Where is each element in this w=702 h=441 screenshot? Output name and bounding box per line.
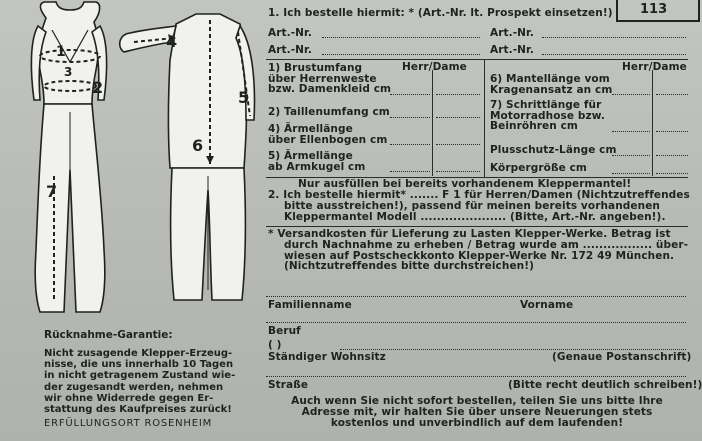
article-label: Art.-Nr. [490, 27, 534, 39]
plus-fours-herr-field[interactable] [612, 155, 650, 156]
article-field[interactable] [322, 54, 480, 55]
column-divider [432, 70, 433, 176]
footer-line: kostenlos und unverbindlich auf dem laufenden! [330, 417, 624, 429]
measure-plus-fours: Plusschutz-Länge cm [490, 144, 617, 156]
sleeve-shoulder-herr-field[interactable] [390, 171, 430, 172]
height-dame-field[interactable] [656, 173, 688, 174]
footer-line: Adresse mit, wir halten Sie über unsere Neuerungen stets [301, 406, 653, 418]
figure-number-5: 5 [238, 88, 250, 107]
column-divider [652, 70, 653, 176]
sleeve-elbow-dame-field[interactable] [436, 144, 480, 145]
measure-chest [268, 63, 391, 95]
family-name-label: Familienname [268, 299, 352, 311]
measurement-figures [0, 0, 260, 330]
profession-label: Beruf [268, 325, 301, 337]
existing-coat-line: Kleppermantel Modell ..................... (Bitte, Art.-Nr. angeben!). [284, 210, 666, 223]
existing-coat-line: bitte ausstreichen!), passend für meinen bereits vorhandenen [284, 199, 661, 212]
existing-coat-line: 2. Ich bestelle hiermit* ....... F 1 für Herren/Damen (Nichtzutreffendes [268, 189, 690, 201]
figure-number-2: 2 [92, 78, 104, 97]
figure-number-3: 3 [64, 65, 73, 79]
measure-coat-length [490, 74, 612, 95]
existing-coat-heading: Nur ausfüllen bei bereits vorhandenem Kleppermantel! [298, 178, 632, 190]
plus-fours-dame-field[interactable] [656, 155, 688, 156]
street-field[interactable] [266, 376, 686, 377]
sleeve-shoulder-dame-field[interactable] [436, 171, 480, 172]
article-field[interactable] [322, 37, 480, 38]
residence-label: Ständiger Wohnsitz [268, 351, 386, 363]
footer-note [268, 396, 686, 429]
guarantee-line: Nicht zusagende Klepper-Erzeug- [44, 348, 233, 359]
figure-number-4: 4 [166, 32, 178, 51]
place-of-fulfilment: ERFÜLLUNGSORT ROSENHEIM [44, 418, 213, 429]
front-figure [31, 2, 106, 312]
article-field[interactable] [542, 37, 686, 38]
measure-line: bzw. Damenkleid cm [268, 83, 392, 96]
measure-line: 5) Ärmellänge [268, 150, 353, 162]
profession-field[interactable] [266, 322, 686, 323]
waist-dame-field[interactable] [436, 117, 480, 118]
section-rule [266, 226, 688, 227]
waist-herr-field[interactable] [390, 117, 430, 118]
table-rule [266, 59, 688, 60]
figure-number-1: 1 [56, 44, 66, 60]
measure-line: 6) Mantellänge vom [490, 73, 610, 85]
residence-field[interactable] [340, 349, 686, 350]
existing-coat-text [268, 190, 690, 222]
guarantee-title: Rücknahme-Garantie: [44, 329, 173, 341]
guarantee-text [44, 348, 235, 415]
measure-inseam [490, 100, 605, 132]
measure-line: 1) Brustumfang [268, 62, 363, 74]
herr-dame-header: Herr/Dame [622, 61, 687, 73]
height-herr-field[interactable] [612, 173, 650, 174]
guarantee-line: wir ohne Widerrede gegen Er- [44, 392, 214, 404]
inseam-herr-field[interactable] [612, 131, 650, 132]
back-figure [120, 14, 255, 300]
guarantee-line: in nicht getragenem Zustand wie- [44, 370, 236, 382]
paren-field[interactable]: ( ) [268, 339, 282, 351]
coat-length-herr-field[interactable] [612, 94, 650, 95]
measure-line: über Ellenbogen cm [268, 133, 388, 146]
sleeve-elbow-herr-field[interactable] [390, 144, 430, 145]
shipping-line: (Nichtzutreffendes bitte durchstreichen!) [284, 260, 535, 273]
article-label: Art.-Nr. [268, 27, 312, 39]
measure-line: 7) Schrittlänge für [490, 99, 602, 111]
guarantee-line: der zugesandt werden, nehmen [44, 381, 224, 393]
form-number: 113 [640, 2, 668, 17]
measure-line: 4) Ärmellänge [268, 123, 353, 135]
chest-herr-field[interactable] [390, 94, 430, 95]
footer-line: Auch wenn Sie nicht sofort bestellen, teilen Sie uns bitte Ihre [291, 395, 663, 407]
first-name-label: Vorname [520, 299, 574, 311]
measure-line: Motorradhose bzw. [490, 109, 605, 122]
column-divider [484, 60, 485, 178]
figure-number-7: 7 [46, 182, 58, 201]
shipping-line: durch Nachnahme zu erheben / Betrag wurde am ................. über- [284, 238, 689, 251]
measure-waist: 2) Taillenumfang cm [268, 106, 390, 118]
measure-sleeve-shoulder [268, 151, 365, 172]
figure-number-6: 6 [192, 136, 204, 155]
measure-sleeve-elbow [268, 124, 387, 145]
measure-line: über Herrenweste [268, 72, 377, 85]
family-name-field[interactable] [266, 296, 686, 297]
measure-line: ab Armkugel cm [268, 160, 366, 173]
measure-line: Kragenansatz an cm [490, 83, 613, 96]
article-field[interactable] [542, 54, 686, 55]
herr-dame-header: Herr/Dame [402, 61, 467, 73]
postal-hint: (Genaue Postanschrift) [552, 351, 692, 363]
legible-hint: (Bitte recht deutlich schreiben!) [508, 379, 702, 391]
shipping-line: * Versandkosten für Lieferung zu Lasten Klepper-Werke. Betrag ist [268, 228, 671, 240]
guarantee-line: stattung des Kaufpreises zurück! [44, 404, 232, 416]
coat-length-dame-field[interactable] [656, 94, 688, 95]
shipping-text [268, 229, 688, 272]
article-label: Art.-Nr. [268, 44, 312, 56]
guarantee-line: nisse, die uns innerhalb 10 Tagen [44, 359, 234, 371]
article-label: Art.-Nr. [490, 44, 534, 56]
inseam-dame-field[interactable] [656, 131, 688, 132]
shipping-line: wiesen auf Postscheckkonto Klepper-Werke Nr. 172 49 München. [284, 249, 675, 262]
measure-height: Körpergröße cm [490, 162, 587, 174]
chest-dame-field[interactable] [436, 94, 480, 95]
measure-line: Beinröhren cm [490, 120, 578, 133]
order-line: 1. Ich bestelle hiermit: * (Art.-Nr. lt. Prospekt einsetzen!) [268, 7, 613, 19]
street-label: Straße [268, 379, 309, 391]
